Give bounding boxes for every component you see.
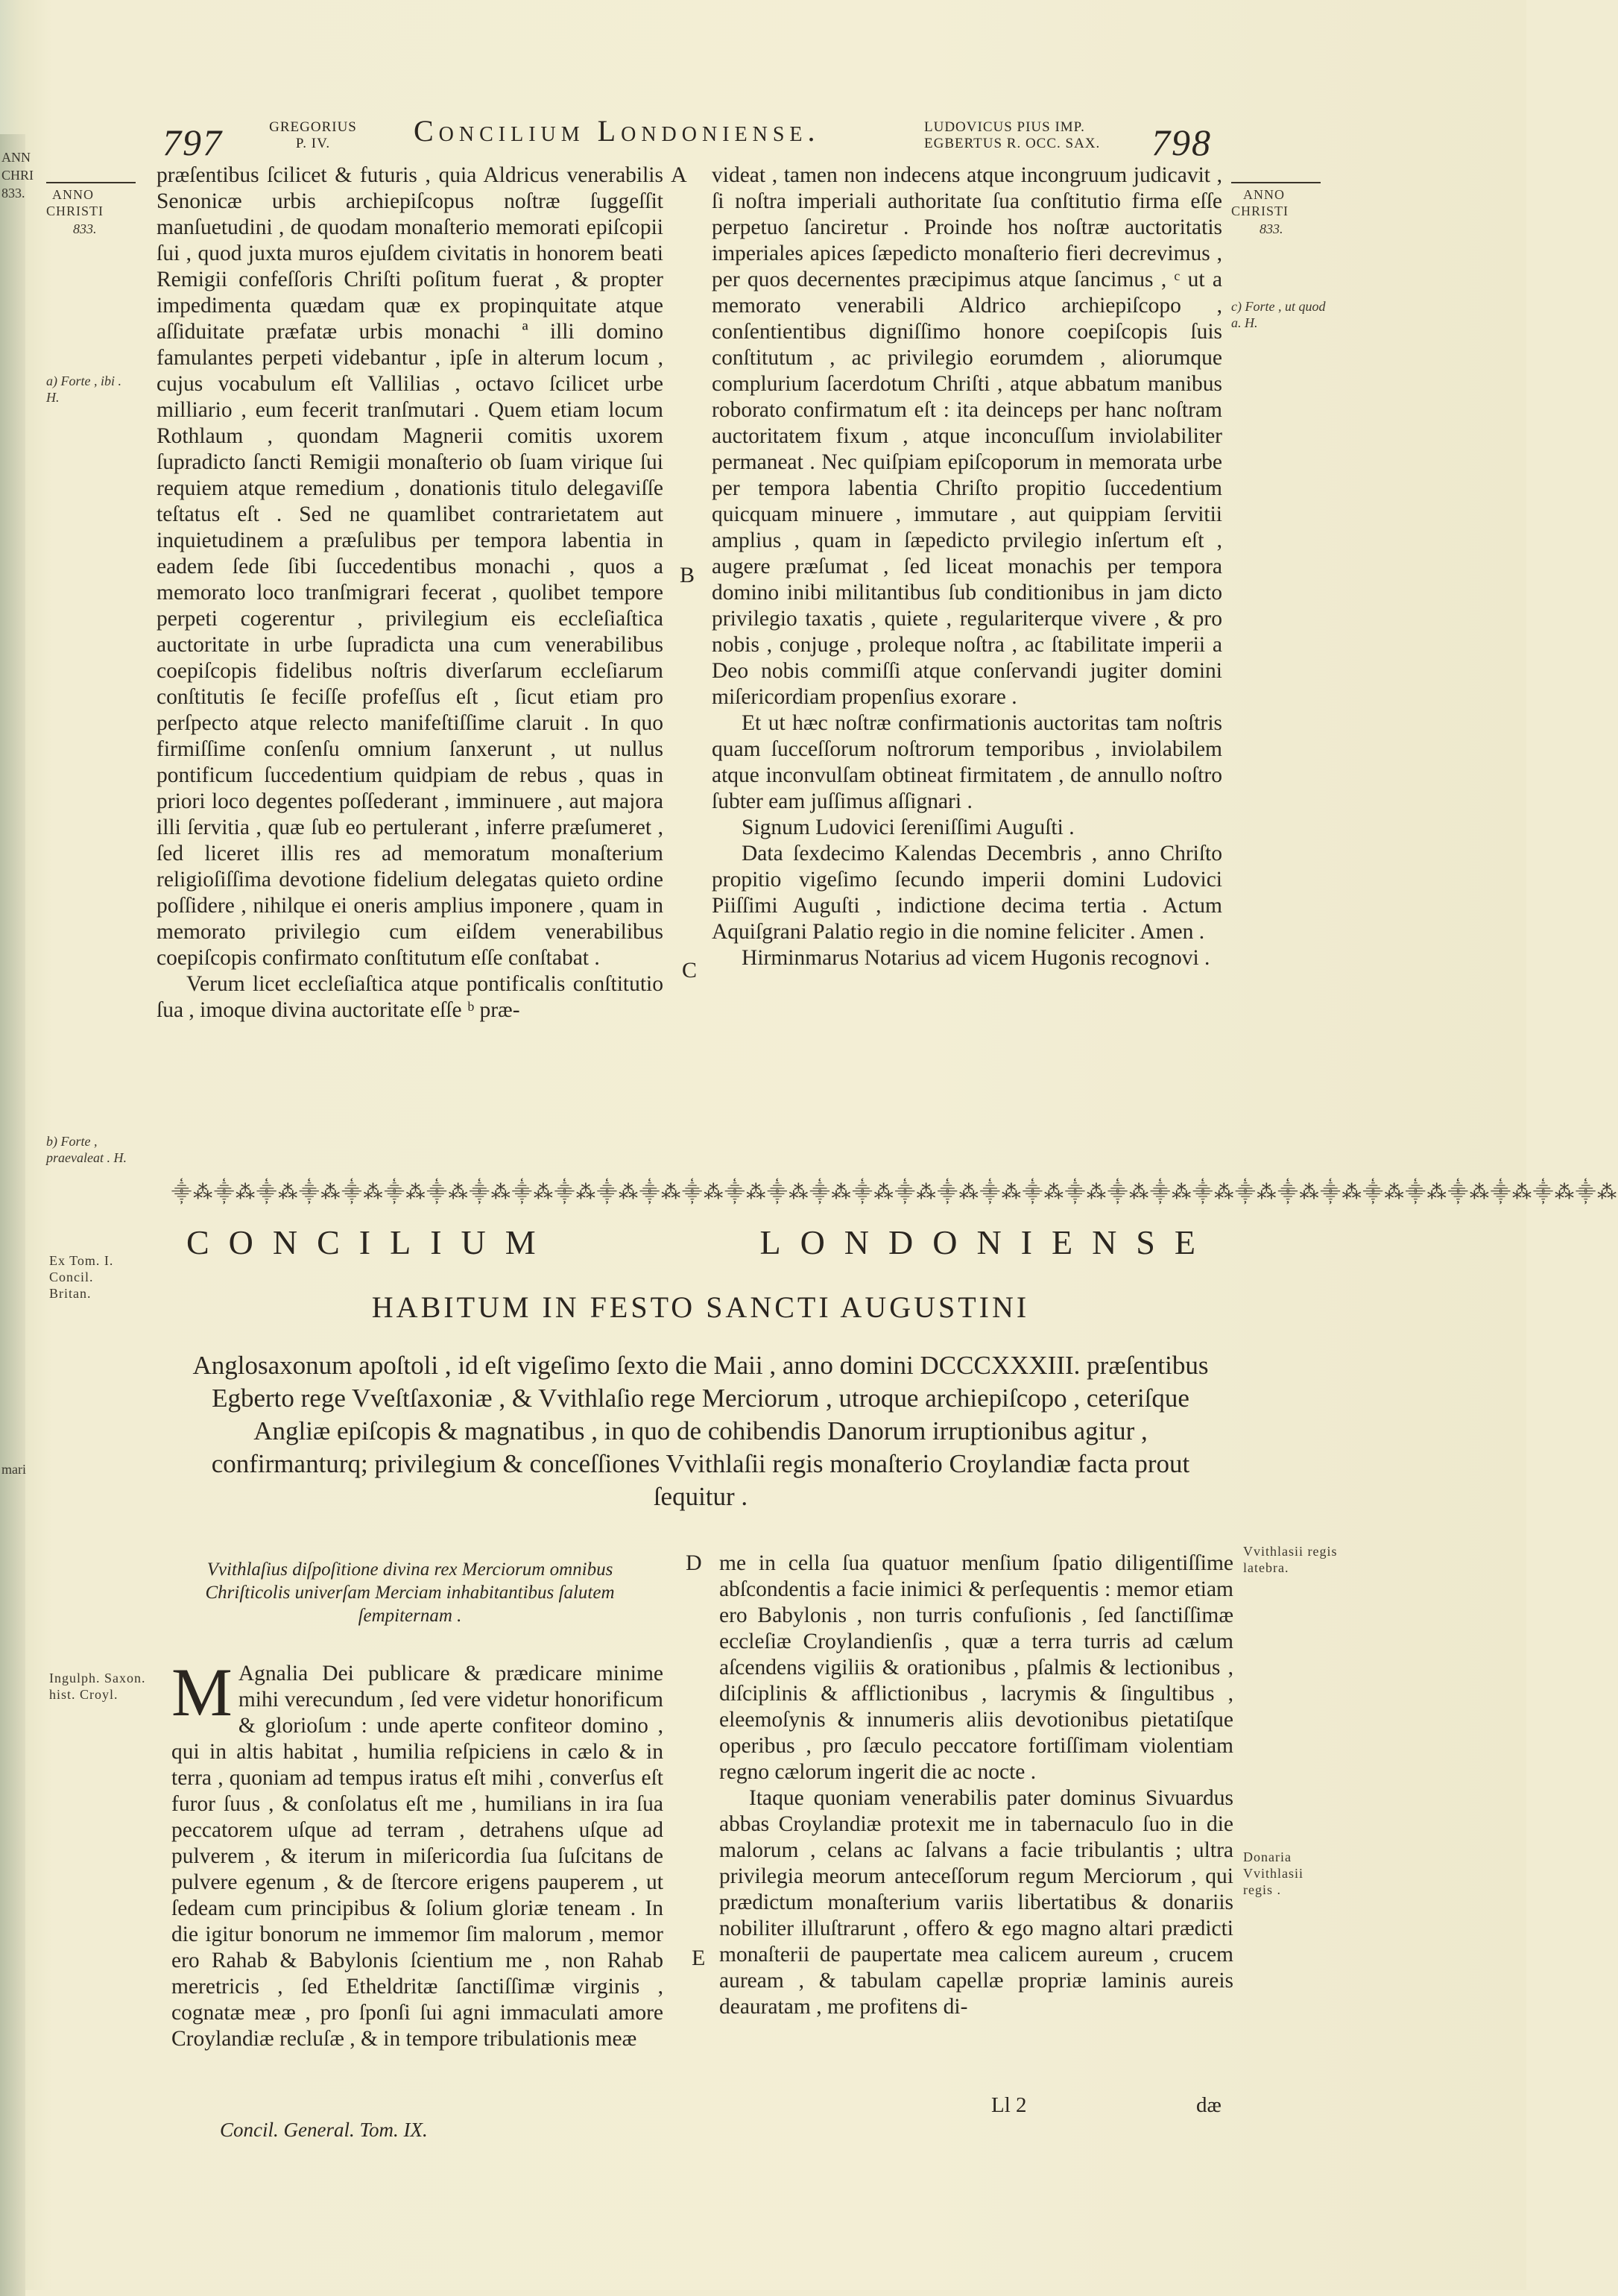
gutter-text: mari [1, 1462, 26, 1477]
paragraph: Verum licet eccleſiaſtica atque pontificalis conſtitutio ſua , imoque divina auctoritate eſſe ᵇ præ- [157, 972, 663, 1022]
footnote-marker-b: b) Forte , praevaleat . H. [46, 1134, 127, 1165]
margin-year-right: 833. [1260, 221, 1283, 236]
column-left-lower [171, 1654, 663, 2052]
margin-rule [1231, 182, 1321, 183]
paragraph: Agnalia Dei publicare & prædicare minime mihi verecundum , ſed vere videtur honorificum & glorioſum : unde aperte confiteor domino , qui in altis habitat , humilia reſpiciens in cælo & in terra , quoniam ad tempus iratus eſt mihi , converſus eſt furor ſuus , & conſolatus eſt me , humilians in ira ſua peccatorem uſque ad terram , detrahens uſque ad pulverem , & iterum in miſericordia ſua ſuſcitans de pulvere egenum , & de ſtercore erigens pauperem , ut ſedeam cum principibus & ſolium gloriæ teneam . In die igitur bonorum ne immemor ſim malorum , memor ero Rahab & Babylonis ſcientium me , non Rahab meretricis , ſed Etheldritæ ſanctiſſimæ virginis , cognatæ meæ , pro ſponſi ſui agni immaculati amore Croylandiæ recluſæ , & in tempore tribulationis meæ [171, 1662, 663, 2051]
column-right-lower [719, 1551, 1233, 2020]
council-title: CONCILIUM LONDONIENSE [186, 1223, 1215, 1261]
gutter-text: ANN [1, 150, 31, 165]
margin-latebra: Vvithlasii regis latebra. [1243, 1544, 1338, 1575]
section-letter-b: B [680, 563, 695, 587]
margin-anno-right: ANNO [1243, 187, 1285, 202]
pope-name: GREGORIUS [269, 119, 357, 135]
signature-mark: Ll 2 [991, 2093, 1027, 2117]
column-right-upper [712, 163, 1222, 971]
column-left-upper [157, 163, 663, 1024]
paragraph: me in cella ſua quatuor menſium ſpatio diligentiſſime abſcondentis a facie inimici & perſequentis : memor etiam ero Babylonis , non turris confuſionis , ſed ſanctiſſimæ eccleſiæ Croylandienſis , quæ a terra turris ad cælum aſcendens vigiliis & orationibus , pſalmis & lectionibus , diſciplinis & afflictionibus , lacrymis & ſingultibus , eleemoſynis & innumeris aliis devotionibus pietatiſque operibus , pro ſæculo peccatore fortiſſimam violentiam regno cælorum ingerit die ac nocte . [719, 1551, 1233, 1784]
letter-heading: Vvithlaſius diſpoſitione divina rex Merciorum omnibus Chriſticolis univerſam Merciam inhabitantibus ſalutem ſempiternam . [205, 1559, 615, 1626]
running-title: Concilium Londoniense. [414, 114, 821, 148]
ornamental-band: ⸎⁂⸎⁂⸎⁂⸎⁂⸎⁂⸎⁂⸎⁂⸎⁂⸎⁂⸎⁂⸎⁂⸎⁂⸎⁂⸎⁂⸎⁂⸎⁂⸎⁂⸎⁂⸎⁂⸎⁂⸎⁂⸎⁂⸎⁂⸎⁂⸎⁂⸎⁂⸎⁂⸎⁂⸎⁂⸎⁂⸎⁂⸎⁂⸎⁂⸎⁂ [171, 1182, 1618, 1203]
paragraph: Itaque quoniam venerabilis pater dominus Sivuardus abbas Croylandiæ protexit me in tabernaculo ſuo in die malorum , celans ac ſalvans a facie tribulantis ; ultra privilegia meorum anteceſſorum regum Merciorum , qui prædictum monaſterium variis libertatibus & donariis nobiliter illuſtrarunt , offero & ego magno altari prædicti monaſterii de paupertate mea calicem aureum , crucem auream , & tabulam capellæ propriæ laminis aureis deauratam , me profitens di- [719, 1786, 1233, 2019]
paragraph: Et ut hæc noſtræ confirmationis auctoritas tam noſtris quam ſucceſſorum noſtrorum temporibus , inviolabilem atque inconvulſam obtineat firmitatem , de annullo noſtro ſubter eam juſſimus aſſignari . [712, 711, 1222, 813]
margin-year: 833. [73, 221, 97, 236]
footer-volume: Concil. General. Tom. IX. [220, 2119, 428, 2141]
paragraph: præſentibus ſcilicet & futuris , quia Aldricus venerabilis Senonicæ urbis archiepiſcopus noſtræ ſuggeſſit manſuetudini , de quodam monaſterio memorati epiſcopii ſui , quod juxta muros ejuſdem civitatis in honorem beati Remigii confeſſoris Chriſti poſitum fuerat , & propter impedimenta quædam quæ ex propinquitate atque aſſiduitate præfatæ urbis monachi ª illi domino famulantes perpeti videbantur , ipſe in alterum locum , cujus vocabulum eſt Vallilias , octavo ſcilicet urbe milliario , eum fecerit tranſmutari . Quem etiam locum Rothlaum , quondam Magnerii comitis uxorem ſupradicto ſancti Remigii monaſterio ob ſuam virique ſui requiem atque remedium , donationis titulo delegaviſſe teſtatus eſt . Sed ne quamlibet contrarietatem aut inquietudinem a præſulibus per tempora labentia in eadem ſede ſibi ſuccedentibus monachi , quos a memorato loco tranſmigrari fecerat , quolibet tempore perpeti cogerentur , privilegium eis eccleſiaſtica auctoritate in urbe ſupradicta una cum venerabilibus coepiſcopis fidelibus noſtris diverſarum eccleſiarum conſtitutis ſe feciſſe profeſſus eſt , ſicut etiam pro perſpecto atque relecto manifeſtiſſime claruit . In quo firmiſſime conſenſu omnium ſanxerunt , ut nullus pontificum ſuccedentium quidpiam de rebus , quas in priori loco degentes poſſederant , imminuere , aut majora illi ſervitia , quæ ſub eo pertulerant , inferre præſumeret , ſed liceret illis res ad memoratum monaſterium religioſiſſima devotione fidelium delegatas quieto ordine poſſidere , nihilque ei oneris amplius imponere , quam in memorato privilegio cum eiſdem venerabilibus coepiſcopis confirmato conſtitutum eſſe conſtabat . [157, 163, 663, 970]
council-intro: Anglosaxonum apoſtoli , id eſt vigeſimo ſexto die Maii , anno domini DCCCXXXIII. præſentibus Egberto rege Vveſtſaxoniæ , & Vvithlaſio rege Merciorum , utroque archiepiſcopo , ceteriſque Angliæ epiſcopis & magnatibus , in quo de cohibendis Danorum irruptionibus agitur , confirmanturq; privilegium & conceſſiones Vvithlaſii regis monaſterio Croylandiæ facta prout ſequitur . [192, 1351, 1209, 1511]
council-subtitle: HABITUM IN FESTO SANCTI AUGUSTINI [371, 1290, 1030, 1324]
king-name: EGBERTUS R. OCC. SAX. [924, 136, 1101, 151]
drop-cap: M [171, 1654, 233, 1730]
section-letter-a: A [671, 163, 687, 187]
facing-page-edge [0, 134, 34, 2296]
margin-christi-right: CHRISTI [1231, 204, 1289, 218]
section-letter-e: E [692, 1946, 706, 1970]
signum-line: Signum Ludovici ſereniſſimi Auguſti . [742, 816, 1075, 839]
gutter-text: 833. [1, 186, 25, 201]
margin-christi: CHRISTI [46, 204, 104, 218]
gutter-text: CHRI [1, 168, 34, 183]
paragraph: Data ſexdecimo Kalendas Decembris , anno Chriſto propitio vigeſimo ſecundo imperii domini Ludovici Piiſſimi Auguſti , indictione decima tertia . Actum Aquiſgrani Palatio regio in die nomine feliciter . Amen . [712, 842, 1222, 944]
margin-donaria: Donaria Vvithlasii regis . [1243, 1849, 1303, 1897]
margin-rule [46, 182, 136, 183]
emperor-name: LUDOVICUS PIUS IMP. [924, 119, 1085, 135]
footnote-marker-c: c) Forte , ut quod a. H. [1231, 299, 1326, 330]
margin-anno: ANNO [52, 187, 94, 202]
page-number-left: 797 [162, 122, 223, 163]
paragraph: Hirminmarus Notarius ad vicem Hugonis recognovi . [742, 946, 1210, 970]
section-letter-c: C [682, 958, 698, 983]
catchword: dæ [1196, 2093, 1222, 2117]
source-note-ingulph: Ingulph. Saxon. hist. Croyl. [49, 1671, 146, 1702]
paragraph: videat , tamen non indecens atque incongruum judicavit , ſi noſtra imperiali authoritate ſua conſtitutio firma eſſe perpetuo ſanciretur . Proinde hos noſtræ auctoritatis imperiales apices ſæpedicto monaſterio fieri decrevimus , per quos decernentes præcipimus atque ſancimus , ᶜ ut a memorato venerabili Aldrico archiepiſcopo , conſentientibus digniſſimo honore coepiſcopis ſuis conſtitutum , ac privilegio eorumdem , aliorumque complurium ſacerdotum Chriſti , atque abbatum manibus roborato confirmatum eſt : ita deinceps per hanc noſtram auctoritatem fixum , atque inconcuſſum inviolabiliter permaneat . Nec quiſpiam epiſcoporum in memorata urbe per tempora labentia Chriſto propitio ſuccedentium quicquam minuere , immutare , aut quippiam ſervitii amplius , quam in ſæpedicto prvilegio inſertum eſt , augere præſumat , ſed liceat monachis per tempora domino inibi militantibus ſub conditionibus in jam dicto privilegio taxatis , quiete , regulariterque vivere , & pro nobis , conjuge , proleque noſtra , ac ſtabilitate imperii a Deo nobis commiſſi atque conſervandi jugiter domini miſericordiam propenſius exorare . [712, 163, 1222, 709]
section-letter-d: D [686, 1551, 702, 1575]
footnote-marker-a: a) Forte , ibi . H. [46, 373, 121, 405]
page-number-right: 798 [1151, 122, 1212, 163]
source-note: Ex Tom. I. Concil. Britan. [49, 1253, 114, 1301]
pope-number: P. IV. [295, 136, 331, 151]
